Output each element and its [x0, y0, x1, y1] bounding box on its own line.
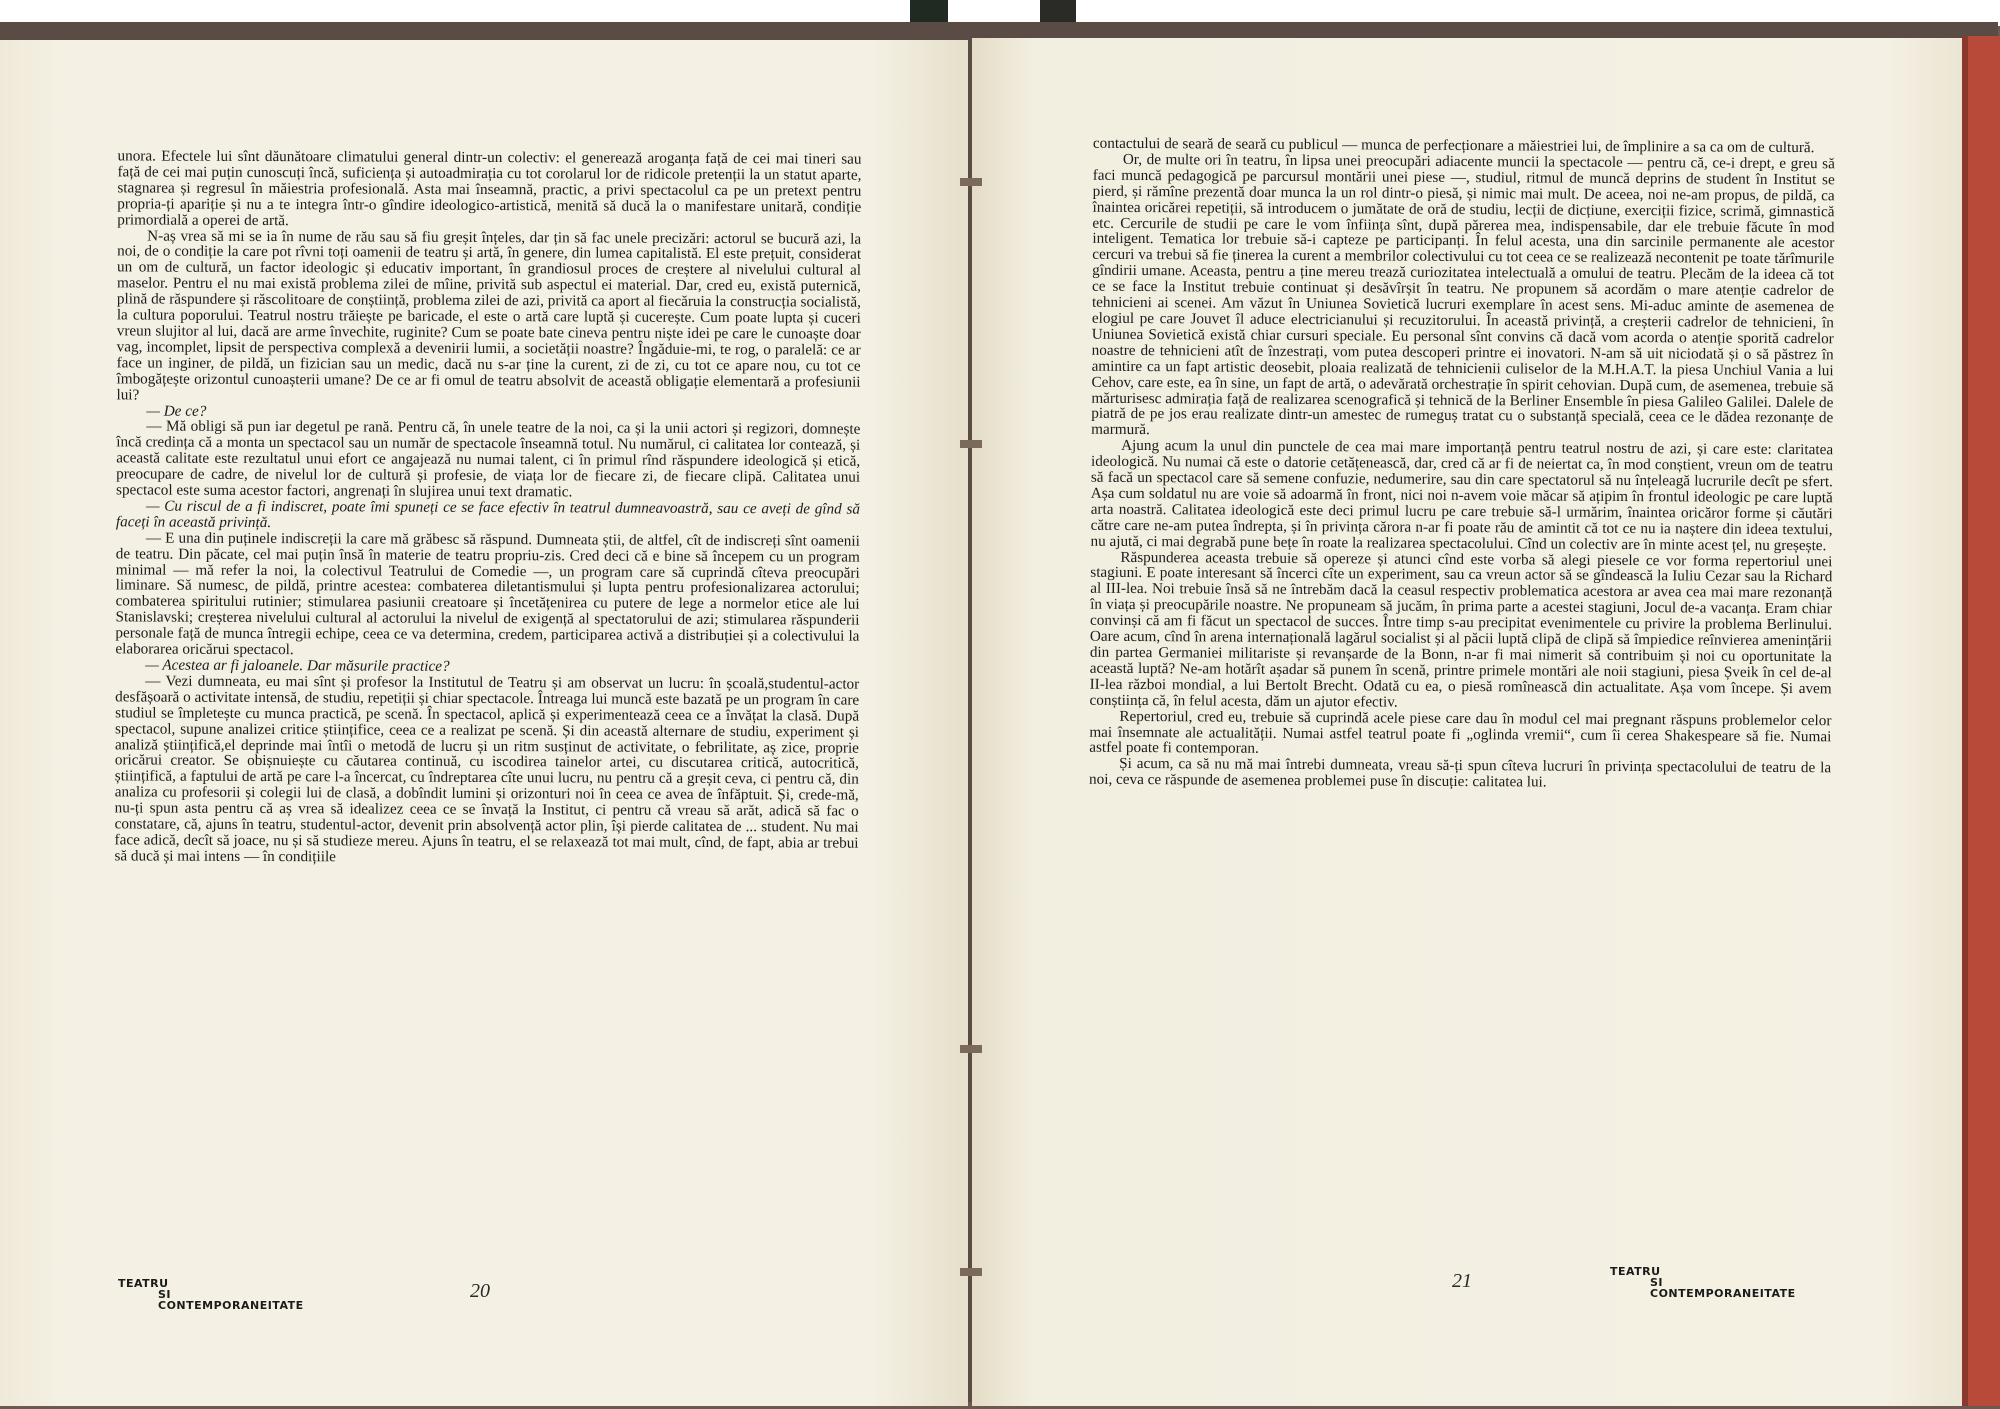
left-page [0, 40, 968, 1406]
paragraph: unora. Efectele lui sînt dăunătoare climatului general dintr-un colectiv: el generează aroganța față de cei mai tineri sau față de cei mai puțin cunoscuți încă, suficiența și autoadmirația cu tot corolarul lor de ridicole pretenții la un statut aparte, stagnarea și regresul în măiestria profesională. Asta mai înseamnă, practic, a privi spectacolul ca pe un pretext pentru propria-ți apariție și nu a te integra într-o gîndire ideologico-artistică, menită să ducă la o manifestare unitară, condiție primordială a operei de artă. [117, 147, 862, 229]
page-number: 21 [1452, 1270, 1472, 1292]
brand-line: TEATRU [118, 1277, 169, 1290]
brand-line: SI [1650, 1276, 1664, 1289]
paragraph: Și acum, ca să nu mă mai întrebi dumneata, vreau să-ți spun cîteva lucruri în privința spectacolului de teatru de la noi, ceva ce răspunde de asemenea problemei puse în discuție: calitatea lui. [1089, 755, 1832, 791]
tab-marker-right [1040, 0, 1076, 24]
paragraph: Răspunderea aceasta trebuie să opereze și atunci cînd este vorba să alegi piesele ce vor forma repertoriul unei stagiuni. E poate interesant să încerci cîte un experiment, sau ca vreun actor să se gîndească la Iuliu Cezar sau la Richard al III-lea. Noi trebuie însă să ne întrebăm dacă la ceasul respectiv problematica acestora ar avea cea mai mare rezonanță în viața și preocupările noastre. Ne propuneam să jucăm, în prima parte a acestei stagiuni, Jocul de-a vacanța. Eram chiar convinși că am fi făcut un spectacol de succes. Între timp s-au precipitat evenimentele cu privire la problema Berlinului. Oare acum, cînd în arena internațională lagărul socialist și al păcii luptă clipă de clipă să împiedice reînvierea amenințării din partea Germaniei militariste și revanșarde de la Bonn, n-ar fi mai nimerit să contribuim și noi cu oportunitate la această luptă? Ne-am hotărît așadar să punem în scenă, printre primele montări ale noii stagiuni, piesa Șveik în cel de-al II-lea război mondial, a lui Bertolt Brecht. Odată cu ea, o piesă romînească din actualitate. Așa vom începe. Și avem conștiința că, în felul acesta, dăm un ajutor efectiv. [1089, 548, 1833, 711]
paragraph: Ajung acum la unul din punctele de cea mai mare importanță pentru teatrul nostru de azi, și care este: claritatea ideologică. Nu numai că este o datorie cetățenească, dar, cred că ar fi de neiertat ca, în mod conștient, vreun om de teatru să facă un spectacol care să semene confuzie, nedumerire, sau din care spectatorul să nu înțeleagă lucrurile decît pe sfert. Așa cum soldatul nu are voie să adoarmă în front, nici noi n-avem voie măcar să ațipim în frontul ideologic pe care luptă arta noastră. Calitatea ideologică este deci primul lucru pe care trebuie să-l urmărim, înaintea oricăror forme și căutări către care ne-am putea îndrepta, și în privința cărora n-ar fi poate rău de amintit că tot ce nu ia naștere din ideea textului, nu ajută, ci mai degrabă pune bețe în roate la realizarea spectacolului. Cînd un colectiv are în minte acest țel, nu greșește. [1090, 437, 1834, 554]
binding-thread [960, 1268, 982, 1276]
magazine-brand [1610, 1266, 1796, 1299]
tab-marker-left [910, 0, 948, 24]
page-number: 20 [470, 1280, 490, 1302]
brand-line: SI [158, 1288, 172, 1301]
question: — Cu riscul de a fi indiscret, poate îmi spuneți ce se face efectiv în teatrul dumneavoastră, sau ce aveți de gînd să faceți în această privință. [115, 497, 861, 531]
paragraph: Or, de multe ori în teatru, în lipsa unei preocupări adiacente muncii la spectacole — pentru că, ce-i drept, e greu să faci muncă pedagogică pe parcursul montării unei piese —, studiul, ritmul de muncă deprins de student în Institut se pierd, și rămîne prezentă doar munca la un rol dintr-o piesă, și nimic mai mult. De aceea, noi ne-am propus, de pildă, ca înaintea oricărei repetiții, să introducem o jumătate de oră de studiu, lecții de dicțiune, exerciții fizice, scrimă, gimnastică etc. Cercurile de studii pe care le vom înființa sînt, după părerea mea, indispensabile, dar ele trebuie făcute în mod inteligent. Tematica lor trebuie să-i capteze pe participanți. În felul acesta, una din sarcinile permanente ale acestor cercuri va trebui să fie ținerea la curent a membrilor colectivului cu tot ceea ce se realizează necontenit pe toate tărîmurile gîndirii umane. Aceasta, pentru a ține mereu trează curiozitatea intelectuală a omului de teatru. Plecăm de la ideea că tot ce se face la Institut trebuie continuat și desăvîrșit în teatru. Ne propunem să acordăm o mare atenție cadrelor de tehnicieni ai scenei. Am văzut în Uniunea Sovietică lucruri exemplare în acest sens. Mi-aduc aminte de asemenea de elogiul pe care Jouvet îl aduce electricianului și recuzitorului. În această privință, a creșterii cadrelor de tehnicieni, în Uniunea Sovietică există chiar cursuri speciale. Eu personal sînt convins că dacă vom acorda o atenție sporită cadrelor noastre de tehnicieni atît de înzestrați, vom putea descoperi printre ei inovatori. N-am să uit niciodată și o să păstrez în amintire ca un fapt artistic deosebit, ploaia realizată de tehnicienii culiselor de la M.H.A.T. la piesa Unchiul Vania a lui Cehov, care este, ea în sine, un fapt de artă, o adevărată orchestrație în spirit cehovian. După cum, de asemenea, trebuie să mărturisesc admirația față de realizarea scenografică și tehnică de la Berliner Ensemble în piesa Galileo Galilei. Dalele de piatră de pe jos erau realizate dintr-un amestec de rumeguș tratat cu o substanță specială, ceea ce le dădea rezonanțe de marmură. [1091, 150, 1835, 439]
book-cover-edge [1962, 36, 2000, 1406]
question: — Acestea ar fi jaloanele. Dar măsurile practice? [145, 656, 450, 675]
right-page [972, 38, 1966, 1406]
right-page-text [1089, 136, 1835, 793]
paragraph: N-aș vrea să mi se ia în nume de rău sau să fiu greșit înțeles, dar țin să fac unele precizări: actorul se bucură azi, la noi, de o condiție la care pot rîvni toți oamenii de teatru și artă, în genere, din lumea capitalistă. El este prețuit, considerat un om de cultură, un factor ideologic și educativ important, în grandiosul proces de creștere al nivelului cultural al maselor. Pentru el nu mai există problema zilei de mîine, privită sub aspectul ei material. Dar, cred eu, există puternică, plină de răspundere și răscolitoare de conștiință, problema zilei de azi, privită ca aport al fiecăruia la construcția socialistă, la cultura poporului. Teatrul nostru trăiește pe baricade, el este o artă care luptă și cucerește. Cum poate lupta și cuceri vreun slujitor al lui, dacă are arme învechite, ruginite? Cum se poate bate cineva pentru niște idei pe care le cunoaște doar vag, incomplet, lipsit de perspectiva complexă a devenirii lumii, a societății noastre? Îngăduie-mi, te rog, o paralelă: ce ar face un inginer, de pildă, un fizician sau un medic, dacă nu s-ar ține la curent, zi de zi, cu tot ce apare nou, cu tot ce îmbogățește orizontul cunoașterii umane? De ce ar fi omul de teatru absolvit de această obligație elementară a profesiunii lui? [116, 227, 862, 404]
magazine-brand [118, 1278, 304, 1311]
left-page-text [114, 148, 861, 867]
paragraph: contactului de seară de seară cu publicul — munca de perfecționare a măiestriei lui, de împlinire a sa ca om de cultură. [1092, 134, 1815, 157]
paragraph: — Vezi dumneata, eu mai sînt și profesor la Institutul de Teatru și am observat un lucru: în școală,studentul-actor desfășoară o activitate intensă, de studiu, repetiții și chiar spectacole. Întreaga lui muncă este bazată pe un program în care studiul se împletește cu munca practică, pe scenă. În spectacol, aplică și experimentează ceea ce a învățat la clasă. După spectacol, supune analizei critice științifice, ceea ce a realizat pe scenă. Și din această alternare de studiu, experiment și analiză științifică,el deprinde mai întîi o metodă de lucru și un ritm susținut de activitate, o febrilitate, aș zice, proprie oricărui creator. Se obișnuiește cu căutarea continuă, cu iscodirea tainelor artei, cu discutarea critică, autocritică, științifică, a faptului de artă pe care l-a încercat, cu îndreptarea cîte unui lucru, nu pentru că a greșit ceva, ci pentru că, din analiza cu profesorii și colegii lui de clasă, a dobîndit lumini și orizonturi noi în ceea ce avea de înfăptuit. Și, crede-mă, nu-ți spun asta pentru că aș vrea să idealizez ceea ce se învață la Institut, ci pentru că vreau să arăt, adică să fac o constatare, că, ajuns în teatru, studentul-actor, devenit prin absolvență actor plin, își pierde calitatea de ... student. Nu mai face adică, decît să joace, nu și să studieze mereu. Ajuns în teatru, el se relaxează tot mai mult, cînd, de fapt, abia ar trebui să ducă și mai intens — în condițiile [114, 672, 860, 866]
brand-line: CONTEMPORANEITATE [1650, 1287, 1796, 1300]
brand-line: TEATRU [1610, 1265, 1661, 1278]
binding-thread [960, 1045, 982, 1053]
binding-thread [960, 178, 982, 186]
question: — De ce? [146, 402, 207, 420]
binding-thread [960, 440, 982, 448]
paragraph: — Mă obligi să pun iar degetul pe rană. Pentru că, în unele teatre de la noi, ca și la unii actori și regizori, domnește încă credința că a monta un spectacol sau un număr de spectacole înseamnă totul. Nu numărul, ci calitatea lor contează, și această calitate este rezultatul unui efort ce angajează nu numai talent, ci în primul rînd răspundere ideologică și etică, preocupare de cadre, de nivelul lor de cultură și profesie, de viața lor de fiecare zi, de fiecare clipă. Calitatea unui spectacol este suma acestor factori, angrenați în slujirea unui text dramatic. [116, 417, 861, 501]
paragraph: — E una din puținele indiscreții la care mă grăbesc să răspund. Dumneata știi, de altfel, cît de indiscreți sînt oamenii de teatru. Din păcate, cel mai puțin însă în materie de teatru propriu-zis. Cred deci că e bine să începem cu un program minimal — mă refer la noi, la colectivul Teatrului de Comedie —, un program care să cuprindă cîteva preocupări liminare. Să numesc, de pildă, printre acestea: combaterea diletantismului și lupta pentru profesionalizarea actorului; combaterea spiritului rutinier; stimularea pasiunii creatoare și încetățenirea cu putere de lege a normelor etice ale lui Stanislavski; creșterea nivelului cultural al actorului la nivelul de exigență al spectatorului de azi; stimularea răspunderii personale față de munca întregii echipe, ceea ce va determina, credem, participarea activă a distribuției și a colectivului la elaborarea oricărui spectacol. [115, 529, 860, 659]
brand-line: CONTEMPORANEITATE [158, 1299, 304, 1312]
paragraph: Repertoriul, cred eu, trebuie să cuprindă acele piese care dau în modul cel mai pregnant răspuns problemelor celor mai însemnate ale actualității. Numai astfel teatrul poate fi „oglinda vremii“, cum îi cerea Shakespeare să fie. Numai astfel poate fi contemporan. [1089, 707, 1832, 758]
